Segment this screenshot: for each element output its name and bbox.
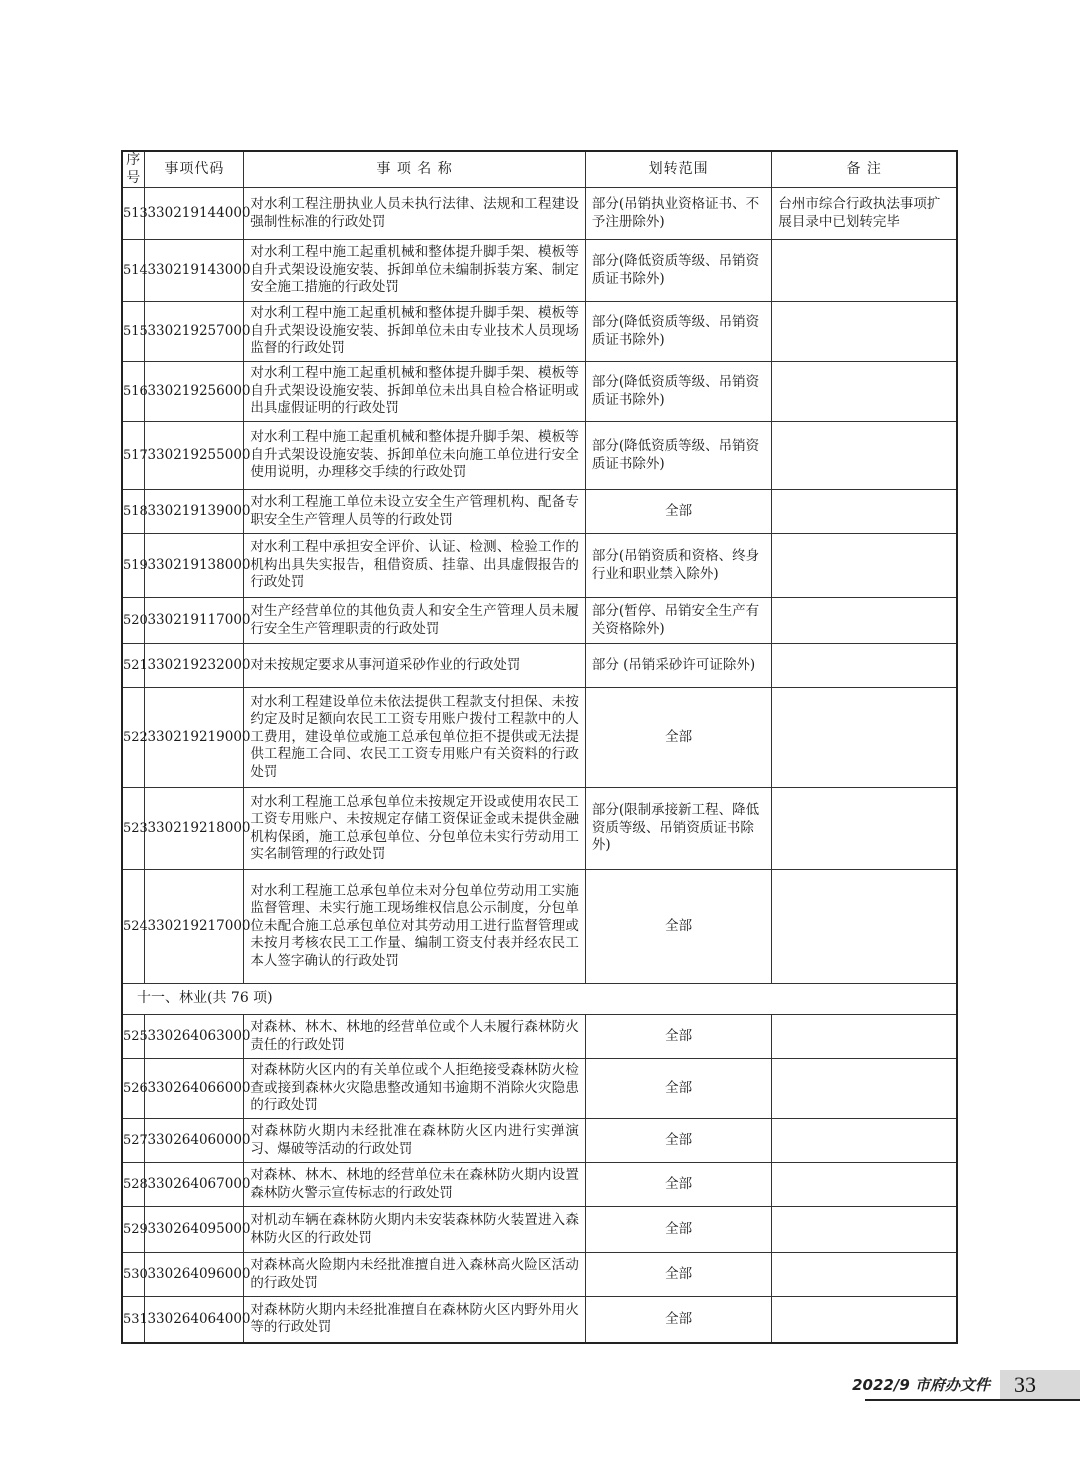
- header-scope: 划转范围: [585, 151, 772, 188]
- item-name: 对机动车辆在森林防火期内未安装森林防火装置进入森林防火区的行政处罚: [244, 1207, 586, 1253]
- item-name: 对森林防火区内的有关单位或个人拒绝接受森林防火检查或接到森林火灾隐患整改通知书逾期不消除火灾隐患的行政处罚: [244, 1059, 586, 1119]
- row-number: 520: [122, 598, 145, 644]
- item-code: 330219257000: [145, 302, 244, 362]
- transfer-scope: 全部: [585, 1297, 772, 1343]
- item-code: 330219219000: [145, 688, 244, 788]
- table-row: [122, 302, 957, 362]
- transfer-scope: 部分(降低资质等级、吊销资质证书除外): [585, 240, 772, 302]
- table-body-water: [122, 188, 957, 984]
- item-note: [772, 240, 957, 302]
- table-row: [122, 1297, 957, 1343]
- section-row: [122, 984, 957, 1015]
- item-code: 330219255000: [145, 422, 244, 490]
- item-name: 对水利工程中施工起重机械和整体提升脚手架、模板等自升式架设设施安装、拆卸单位未由专业技术人员现场监督的行政处罚: [244, 302, 586, 362]
- transfer-scope: 部分(降低资质等级、吊销资质证书除外): [585, 302, 772, 362]
- transfer-scope: 全部: [585, 870, 772, 984]
- table-row: [122, 1207, 957, 1253]
- table-row: [122, 598, 957, 644]
- transfer-scope: 全部: [585, 1253, 772, 1297]
- row-number: 523: [122, 788, 145, 870]
- page-number: 33: [1014, 1372, 1036, 1397]
- item-code: 330219144000: [145, 188, 244, 240]
- table-row: [122, 1163, 957, 1207]
- item-code: 330219117000: [145, 598, 244, 644]
- publication-title: 2022/9 市府办文件: [852, 1376, 990, 1394]
- document-table: [121, 150, 958, 1344]
- item-name: 对水利工程中承担安全评价、认证、检测、检验工作的机构出具失实报告，租借资质、挂靠、出具虚假报告的行政处罚: [244, 534, 586, 598]
- item-code: 330264060000: [145, 1119, 244, 1163]
- item-note: [772, 490, 957, 534]
- table-header-row: [122, 151, 957, 188]
- row-number: 522: [122, 688, 145, 788]
- row-number: 518: [122, 490, 145, 534]
- item-note: [772, 1253, 957, 1297]
- item-code: 330219139000: [145, 490, 244, 534]
- row-number: 519: [122, 534, 145, 598]
- item-note: 台州市综合行政执法事项扩展目录中已划转完毕: [772, 188, 957, 240]
- item-note: [772, 598, 957, 644]
- item-note: [772, 1119, 957, 1163]
- header-no: 序号: [122, 151, 145, 188]
- item-note: [772, 644, 957, 688]
- item-name: 对水利工程建设单位未依法提供工程款支付担保、未按约定及时足额向农民工工资专用账户拨付工程款中的人工费用，建设单位或施工总承包单位拒不提供或无法提供工程施工合同、农民工工资专用账户有关资料的行政处罚: [244, 688, 586, 788]
- row-number: 514: [122, 240, 145, 302]
- item-code: 330264095000: [145, 1207, 244, 1253]
- transfer-scope: 全部: [585, 1119, 772, 1163]
- item-note: [772, 422, 957, 490]
- table-row: [122, 188, 957, 240]
- item-note: [772, 1207, 957, 1253]
- table-row: [122, 490, 957, 534]
- transfer-scope: 部分(限制承接新工程、降低资质等级、吊销资质证书除外): [585, 788, 772, 870]
- row-number: 525: [122, 1015, 145, 1059]
- table-row: [122, 534, 957, 598]
- header-code: 事项代码: [145, 151, 244, 188]
- table-row: [122, 644, 957, 688]
- item-note: [772, 688, 957, 788]
- transfer-scope: 部分(吊销资质和资格、终身行业和职业禁入除外): [585, 534, 772, 598]
- footer-rule: [865, 1399, 1080, 1401]
- item-note: [772, 1059, 957, 1119]
- item-code: 330264066000: [145, 1059, 244, 1119]
- item-code: 330264064000: [145, 1297, 244, 1343]
- item-note: [772, 534, 957, 598]
- table-row: [122, 688, 957, 788]
- item-name: 对水利工程施工单位未设立安全生产管理机构、配备专职安全生产管理人员等的行政处罚: [244, 490, 586, 534]
- item-code: 330219138000: [145, 534, 244, 598]
- item-name: 对森林、林木、林地的经营单位或个人未履行森林防火责任的行政处罚: [244, 1015, 586, 1059]
- item-name: 对森林、林木、林地的经营单位未在森林防火期内设置森林防火警示宣传标志的行政处罚: [244, 1163, 586, 1207]
- row-number: 517: [122, 422, 145, 490]
- item-note: [772, 302, 957, 362]
- item-code: 330219143000: [145, 240, 244, 302]
- item-code: 330264063000: [145, 1015, 244, 1059]
- item-name: 对水利工程施工总承包单位未对分包单位劳动用工实施监督管理、未实行施工现场维权信息公示制度，分包单位未配合施工总承包单位对其劳动用工进行监督管理或未按月考核农民工工作量、编制工资支付表并经农民工本人签字确认的行政处罚: [244, 870, 586, 984]
- item-name: 对水利工程注册执业人员未执行法律、法规和工程建设强制性标准的行政处罚: [244, 188, 586, 240]
- item-name: 对森林防火期内未经批准在森林防火区内进行实弹演习、爆破等活动的行政处罚: [244, 1119, 586, 1163]
- item-code: 330264096000: [145, 1253, 244, 1297]
- row-number: 524: [122, 870, 145, 984]
- transfer-scope: 全部: [585, 1163, 772, 1207]
- table-row: [122, 240, 957, 302]
- item-code: 330219218000: [145, 788, 244, 870]
- header-note: 备 注: [772, 151, 957, 188]
- item-name: 对水利工程中施工起重机械和整体提升脚手架、模板等自升式架设设施安装、拆卸单位未向施工单位进行安全使用说明，办理移交手续的行政处罚: [244, 422, 586, 490]
- section-body: [122, 984, 957, 1015]
- table-row: [122, 1253, 957, 1297]
- row-number: 528: [122, 1163, 145, 1207]
- item-name: 对水利工程中施工起重机械和整体提升脚手架、模板等自升式架设设施安装、拆卸单位未编制拆装方案、制定安全施工措施的行政处罚: [244, 240, 586, 302]
- table-row: [122, 1119, 957, 1163]
- row-number: 513: [122, 188, 145, 240]
- item-code: 330264067000: [145, 1163, 244, 1207]
- row-number: 531: [122, 1297, 145, 1343]
- table-row: [122, 422, 957, 490]
- item-name: 对生产经营单位的其他负责人和安全生产管理人员未履行安全生产管理职责的行政处罚: [244, 598, 586, 644]
- item-name: 对森林防火期内未经批准擅自在森林防火区内野外用火等的行政处罚: [244, 1297, 586, 1343]
- transfer-scope: 部分(降低资质等级、吊销资质证书除外): [585, 362, 772, 422]
- transfer-scope: 全部: [585, 688, 772, 788]
- item-name: 对森林高火险期内未经批准擅自进入森林高火险区活动的行政处罚: [244, 1253, 586, 1297]
- row-number: 527: [122, 1119, 145, 1163]
- item-note: [772, 1163, 957, 1207]
- row-number: 526: [122, 1059, 145, 1119]
- row-number: 516: [122, 362, 145, 422]
- transfer-scope: 全部: [585, 1059, 772, 1119]
- transfer-scope: 全部: [585, 490, 772, 534]
- transfer-scope: 部分(降低资质等级、吊销资质证书除外): [585, 422, 772, 490]
- page-number-box: [1000, 1370, 1080, 1399]
- transfer-scope: 部分 (吊销采砂许可证除外): [585, 644, 772, 688]
- item-note: [772, 1297, 957, 1343]
- table-body-forestry: [122, 1015, 957, 1343]
- item-code: 330219232000: [145, 644, 244, 688]
- transfer-scope: 全部: [585, 1207, 772, 1253]
- table-row: [122, 1015, 957, 1059]
- item-code: 330219256000: [145, 362, 244, 422]
- section-heading: 十一、林业(共 76 项): [122, 984, 957, 1015]
- item-note: [772, 870, 957, 984]
- item-name: 对水利工程施工总承包单位未按规定开设或使用农民工工资专用账户、未按规定存储工资保证金或未提供金融机构保函，施工总承包单位、分包单位未实行劳动用工实名制管理的行政处罚: [244, 788, 586, 870]
- transfer-scope: 部分(吊销执业资格证书、不予注册除外): [585, 188, 772, 240]
- item-note: [772, 788, 957, 870]
- table-row: [122, 788, 957, 870]
- item-note: [772, 362, 957, 422]
- item-note: [772, 1015, 957, 1059]
- item-name: 对未按规定要求从事河道采砂作业的行政处罚: [244, 644, 586, 688]
- table-row: [122, 1059, 957, 1119]
- page-footer: [852, 1370, 1080, 1400]
- item-name: 对水利工程中施工起重机械和整体提升脚手架、模板等自升式架设设施安装、拆卸单位未出具自检合格证明或出具虚假证明的行政处罚: [244, 362, 586, 422]
- row-number: 530: [122, 1253, 145, 1297]
- transfer-scope: 部分(暂停、吊销安全生产有关资格除外): [585, 598, 772, 644]
- transfer-scope: 全部: [585, 1015, 772, 1059]
- row-number: 529: [122, 1207, 145, 1253]
- item-code: 330219217000: [145, 870, 244, 984]
- row-number: 515: [122, 302, 145, 362]
- row-number: 521: [122, 644, 145, 688]
- table-row: [122, 870, 957, 984]
- header-name: 事 项 名 称: [244, 151, 586, 188]
- table-row: [122, 362, 957, 422]
